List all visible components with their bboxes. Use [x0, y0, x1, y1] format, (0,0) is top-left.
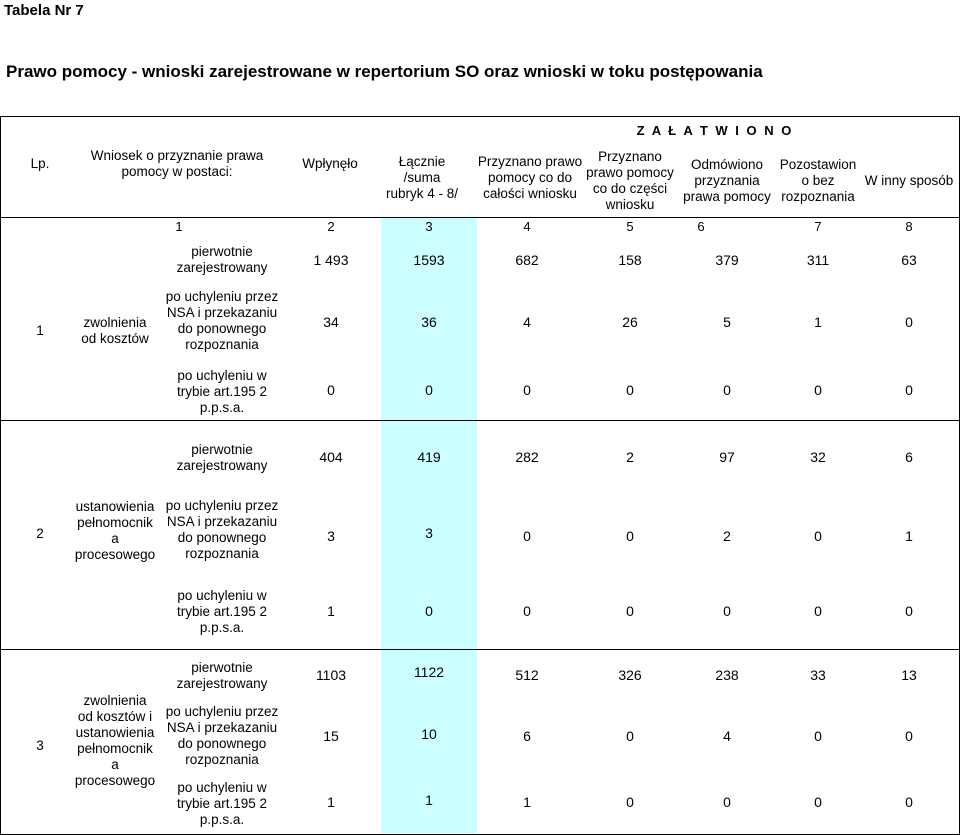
inny-header: W inny sposób: [864, 173, 954, 188]
col-number: 3: [425, 219, 433, 234]
value-cell: 0: [905, 728, 913, 744]
value-cell: 0: [905, 382, 913, 398]
row-label: po uchyleniu w trybie art.195 2 p.p.s.a.: [176, 368, 268, 415]
col-number: 2: [327, 219, 335, 234]
value-cell: 5: [723, 314, 731, 330]
value-cell: 0: [814, 794, 822, 810]
group-lp: 2: [36, 526, 44, 541]
pozostawiono-header: Pozostawion o bez rozpoznania: [779, 157, 857, 204]
value-cell: 0: [626, 382, 634, 398]
col-number: 8: [905, 219, 913, 234]
value-cell: 1: [814, 314, 822, 330]
value-cell: 0: [523, 603, 531, 619]
page-title: Prawo pomocy - wnioski zarejestrowane w repertorium SO oraz wnioski w toku postępowania: [6, 62, 763, 81]
col-number: 1: [175, 219, 183, 234]
value-cell: 0: [425, 603, 433, 619]
col-number: 6: [697, 219, 705, 234]
value-cell: 0: [523, 528, 531, 544]
value-cell: 0: [905, 314, 913, 330]
value-cell: 63: [901, 252, 917, 268]
value-cell: 3: [425, 525, 433, 541]
value-cell: 1: [905, 528, 913, 544]
value-cell: 311: [806, 252, 830, 268]
value-cell: 4: [523, 314, 531, 330]
value-cell: 10: [421, 726, 437, 742]
header-divider: [0, 217, 960, 218]
value-cell: 1: [523, 794, 531, 810]
value-cell: 97: [719, 449, 735, 465]
value-cell: 512: [515, 667, 539, 683]
value-cell: 0: [905, 603, 913, 619]
row-label: pierwotnie zarejestrowany: [176, 244, 268, 275]
value-cell: 682: [515, 252, 539, 268]
calosc-header: Przyznano prawo pomocy co do całości wniosku: [477, 154, 583, 201]
value-cell: 2: [723, 528, 731, 544]
value-cell: 0: [626, 528, 634, 544]
value-cell: 0: [723, 794, 731, 810]
zalatwiono-header: Z A Ł A T W I O N O: [636, 123, 794, 138]
value-cell: 36: [421, 314, 437, 330]
value-cell: 1: [425, 792, 433, 808]
value-cell: 3: [327, 528, 335, 544]
value-cell: 32: [810, 449, 826, 465]
lacznie-header: Łącznie /suma rubryk 4 - 8/: [386, 154, 459, 201]
value-cell: 1: [327, 603, 335, 619]
value-cell: 0: [905, 794, 913, 810]
value-cell: 0: [814, 382, 822, 398]
value-cell: 1 493: [313, 252, 349, 268]
czesc-header: Przyznano prawo pomocy co do części wniosku: [586, 149, 674, 212]
group-name: ustanowienia pełnomocnik a procesowego: [74, 499, 156, 562]
value-cell: 326: [618, 667, 642, 683]
group-name: zwolnienia od kosztów i ustanowienia pełnomocnik a procesowego: [74, 693, 156, 788]
value-cell: 158: [618, 252, 642, 268]
value-cell: 15: [323, 728, 339, 744]
wniosek-header: Wniosek o przyznanie prawa pomocy w postaci:: [90, 148, 264, 179]
odmowiono-header: Odmówiono przyznania prawa pomocy: [683, 157, 771, 204]
row-label: pierwotnie zarejestrowany: [176, 442, 268, 473]
value-cell: 282: [515, 449, 539, 465]
value-cell: 0: [814, 528, 822, 544]
value-cell: 0: [523, 382, 531, 398]
value-cell: 0: [626, 794, 634, 810]
value-cell: 0: [425, 382, 433, 398]
row-label: pierwotnie zarejestrowany: [176, 660, 268, 691]
col-number: 4: [523, 219, 531, 234]
value-cell: 0: [626, 728, 634, 744]
value-cell: 13: [901, 667, 917, 683]
group-divider: [0, 420, 960, 421]
value-cell: 4: [723, 728, 731, 744]
col-number: 7: [814, 219, 822, 234]
table-left-border: [0, 116, 1, 835]
value-cell: 6: [523, 728, 531, 744]
value-cell: 0: [814, 603, 822, 619]
group-divider: [0, 649, 960, 650]
group-lp: 3: [36, 738, 44, 753]
value-cell: 419: [417, 449, 441, 465]
group-name: zwolnienia od kosztów: [81, 315, 149, 346]
value-cell: 238: [715, 667, 739, 683]
value-cell: 33: [810, 667, 826, 683]
value-cell: 34: [323, 314, 339, 330]
row-label: po uchyleniu przez NSA i przekazaniu do ponownego rozpoznania: [165, 289, 279, 352]
value-cell: 1103: [315, 667, 347, 683]
value-cell: 0: [814, 728, 822, 744]
value-cell: 0: [723, 603, 731, 619]
report-table: [0, 116, 960, 835]
group-lp: 1: [36, 323, 44, 338]
value-cell: 0: [723, 382, 731, 398]
row-label: po uchyleniu w trybie art.195 2 p.p.s.a.: [176, 780, 268, 827]
value-cell: 0: [327, 382, 335, 398]
value-cell: 404: [319, 449, 343, 465]
row-label: po uchyleniu przez NSA i przekazaniu do ponownego rozpoznania: [165, 498, 279, 561]
value-cell: 1122: [413, 664, 445, 680]
value-cell: 1: [327, 794, 335, 810]
lp-header: Lp.: [30, 156, 50, 171]
value-cell: 0: [626, 603, 634, 619]
wplynelo-header: Wpłynęło: [302, 156, 358, 171]
table-number-label: Tabela Nr 7: [4, 2, 84, 19]
value-cell: 6: [905, 449, 913, 465]
col-number: 5: [626, 219, 634, 234]
row-label: po uchyleniu przez NSA i przekazaniu do ponownego rozpoznania: [165, 704, 279, 767]
value-cell: 2: [626, 449, 634, 465]
row-label: po uchyleniu w trybie art.195 2 p.p.s.a.: [176, 588, 268, 635]
value-cell: 26: [622, 314, 638, 330]
value-cell: 379: [715, 252, 739, 268]
value-cell: 1593: [413, 252, 445, 268]
table-top-border: [0, 116, 960, 117]
